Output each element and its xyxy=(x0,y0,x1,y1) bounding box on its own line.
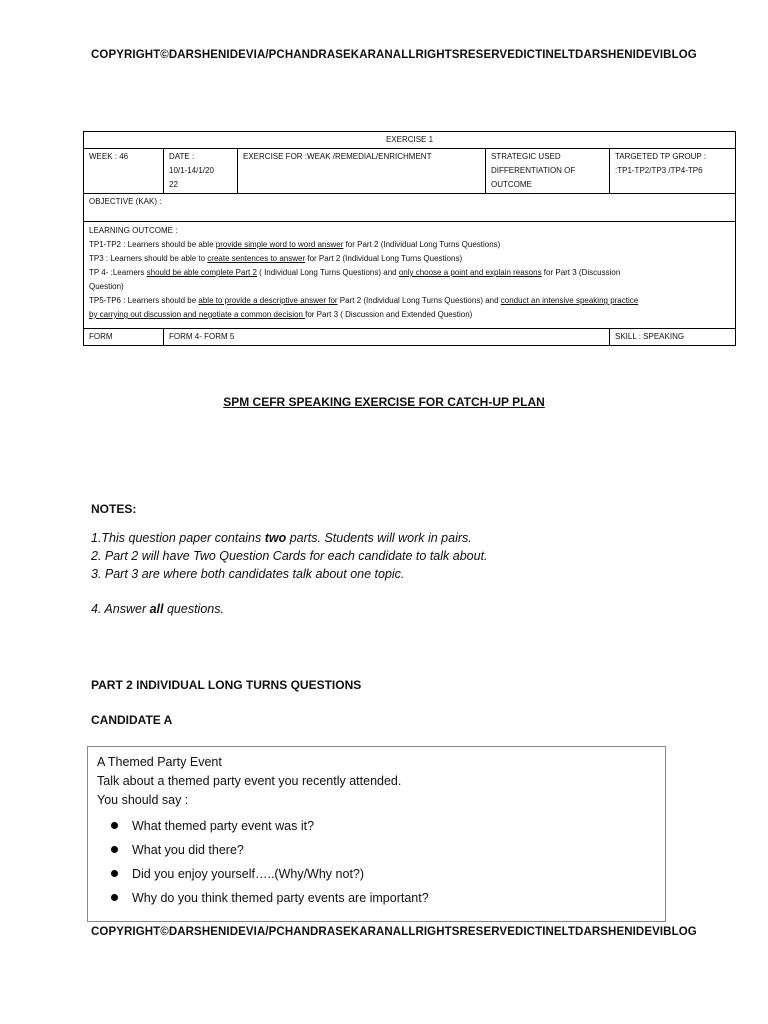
notes-title: NOTES: xyxy=(91,502,137,516)
date-line-2: 22 xyxy=(169,180,178,189)
date-cell xyxy=(164,149,238,194)
date-line-1: 10/1-14/1/20 xyxy=(169,166,214,175)
note-4: 4. Answer all questions. xyxy=(91,602,224,616)
targeted-cell xyxy=(610,149,736,194)
bullet-icon xyxy=(111,846,118,853)
exercise-title: EXERCISE 1 xyxy=(84,132,736,149)
strategic-line-1: STRATEGIC USED xyxy=(491,152,561,161)
outcome-tp4-cont: Question) xyxy=(89,282,124,291)
strategic-line-2: DIFFERENTIATION OF xyxy=(491,166,576,175)
part-2-title: PART 2 INDIVIDUAL LONG TURNS QUESTIONS xyxy=(91,678,362,692)
form-label-cell: FORM xyxy=(84,329,164,346)
candidate-a-title: CANDIDATE A xyxy=(91,713,173,727)
targeted-line-2: :TP1-TP2/TP3 /TP4-TP6 xyxy=(615,166,703,175)
lesson-plan-table xyxy=(83,131,736,346)
learning-outcome-cell xyxy=(84,222,736,329)
question-card xyxy=(87,746,666,922)
learning-outcome-label: LEARNING OUTCOME : xyxy=(89,226,178,235)
outcome-tp1-tp2: TP1-TP2 : Learners should be able provide simple word to word answer for Part 2 (Individual Long Turns Questions) xyxy=(89,240,501,249)
bullet-icon xyxy=(111,822,118,829)
note-1: 1.This question paper contains two parts. Students will work in pairs. xyxy=(91,531,472,545)
card-bullet: What you did there? xyxy=(97,838,656,862)
outcome-tp4: TP 4- :Learners should be able complete Part 2 ( Individual Long Turns Questions) and only choose a point and explain reasons for Part 3 (Discussion xyxy=(89,268,621,277)
card-bullet: Why do you think themed party events are important? xyxy=(97,886,656,910)
page-heading: SPM CEFR SPEAKING EXERCISE FOR CATCH-UP PLAN xyxy=(223,395,545,409)
note-3: 3. Part 3 are where both candidates talk about one topic. xyxy=(91,567,405,581)
objective-cell: OBJECTIVE (KAK) : xyxy=(84,194,736,222)
bullet-icon xyxy=(111,894,118,901)
card-title: A Themed Party Event xyxy=(97,755,222,769)
card-bullet: Did you enjoy yourself…..(Why/Why not?) xyxy=(97,862,656,886)
outcome-tp5-tp6-cont: by carrying out discussion and negotiate a common decision for Part 3 ( Discussion and Extended Question) xyxy=(89,310,473,319)
card-you-should-say: You should say : xyxy=(97,793,189,807)
form-value-cell: FORM 4- FORM 5 xyxy=(164,329,610,346)
outcome-tp5-tp6: TP5-TP6 : Learners should be able to provide a descriptive answer for Part 2 (Individual Long Turns Questions) and conduct an intensive speaking practice xyxy=(89,296,639,305)
copyright-header: COPYRIGHT©DARSHENIDEVIA/PCHANDRASEKARANALLRIGHTSRESERVEDICTINELTDARSHENIDEVIBLOG xyxy=(91,49,697,61)
strategic-cell xyxy=(486,149,610,194)
card-prompt: Talk about a themed party event you recently attended. xyxy=(97,774,402,788)
bullet-icon xyxy=(111,870,118,877)
card-bullet-list xyxy=(97,814,656,910)
note-2: 2. Part 2 will have Two Question Cards for each candidate to talk about. xyxy=(91,549,488,563)
outcome-tp3: TP3 : Learners should be able to create sentences to answer for Part 2 (Individual Long Turns Questions) xyxy=(89,254,463,263)
strategic-line-3: OUTCOME xyxy=(491,180,532,189)
targeted-line-1: TARGETED TP GROUP : xyxy=(615,152,706,161)
card-bullet: What themed party event was it? xyxy=(97,814,656,838)
exercise-for-cell: EXERCISE FOR :WEAK /REMEDIAL/ENRICHMENT xyxy=(238,149,486,194)
copyright-footer: COPYRIGHT©DARSHENIDEVIA/PCHANDRASEKARANALLRIGHTSRESERVEDICTINELTDARSHENIDEVIBLOG xyxy=(91,926,697,938)
date-label: DATE : xyxy=(169,152,195,161)
skill-cell: SKILL : SPEAKING xyxy=(610,329,736,346)
week-cell: WEEK : 46 xyxy=(84,149,164,194)
